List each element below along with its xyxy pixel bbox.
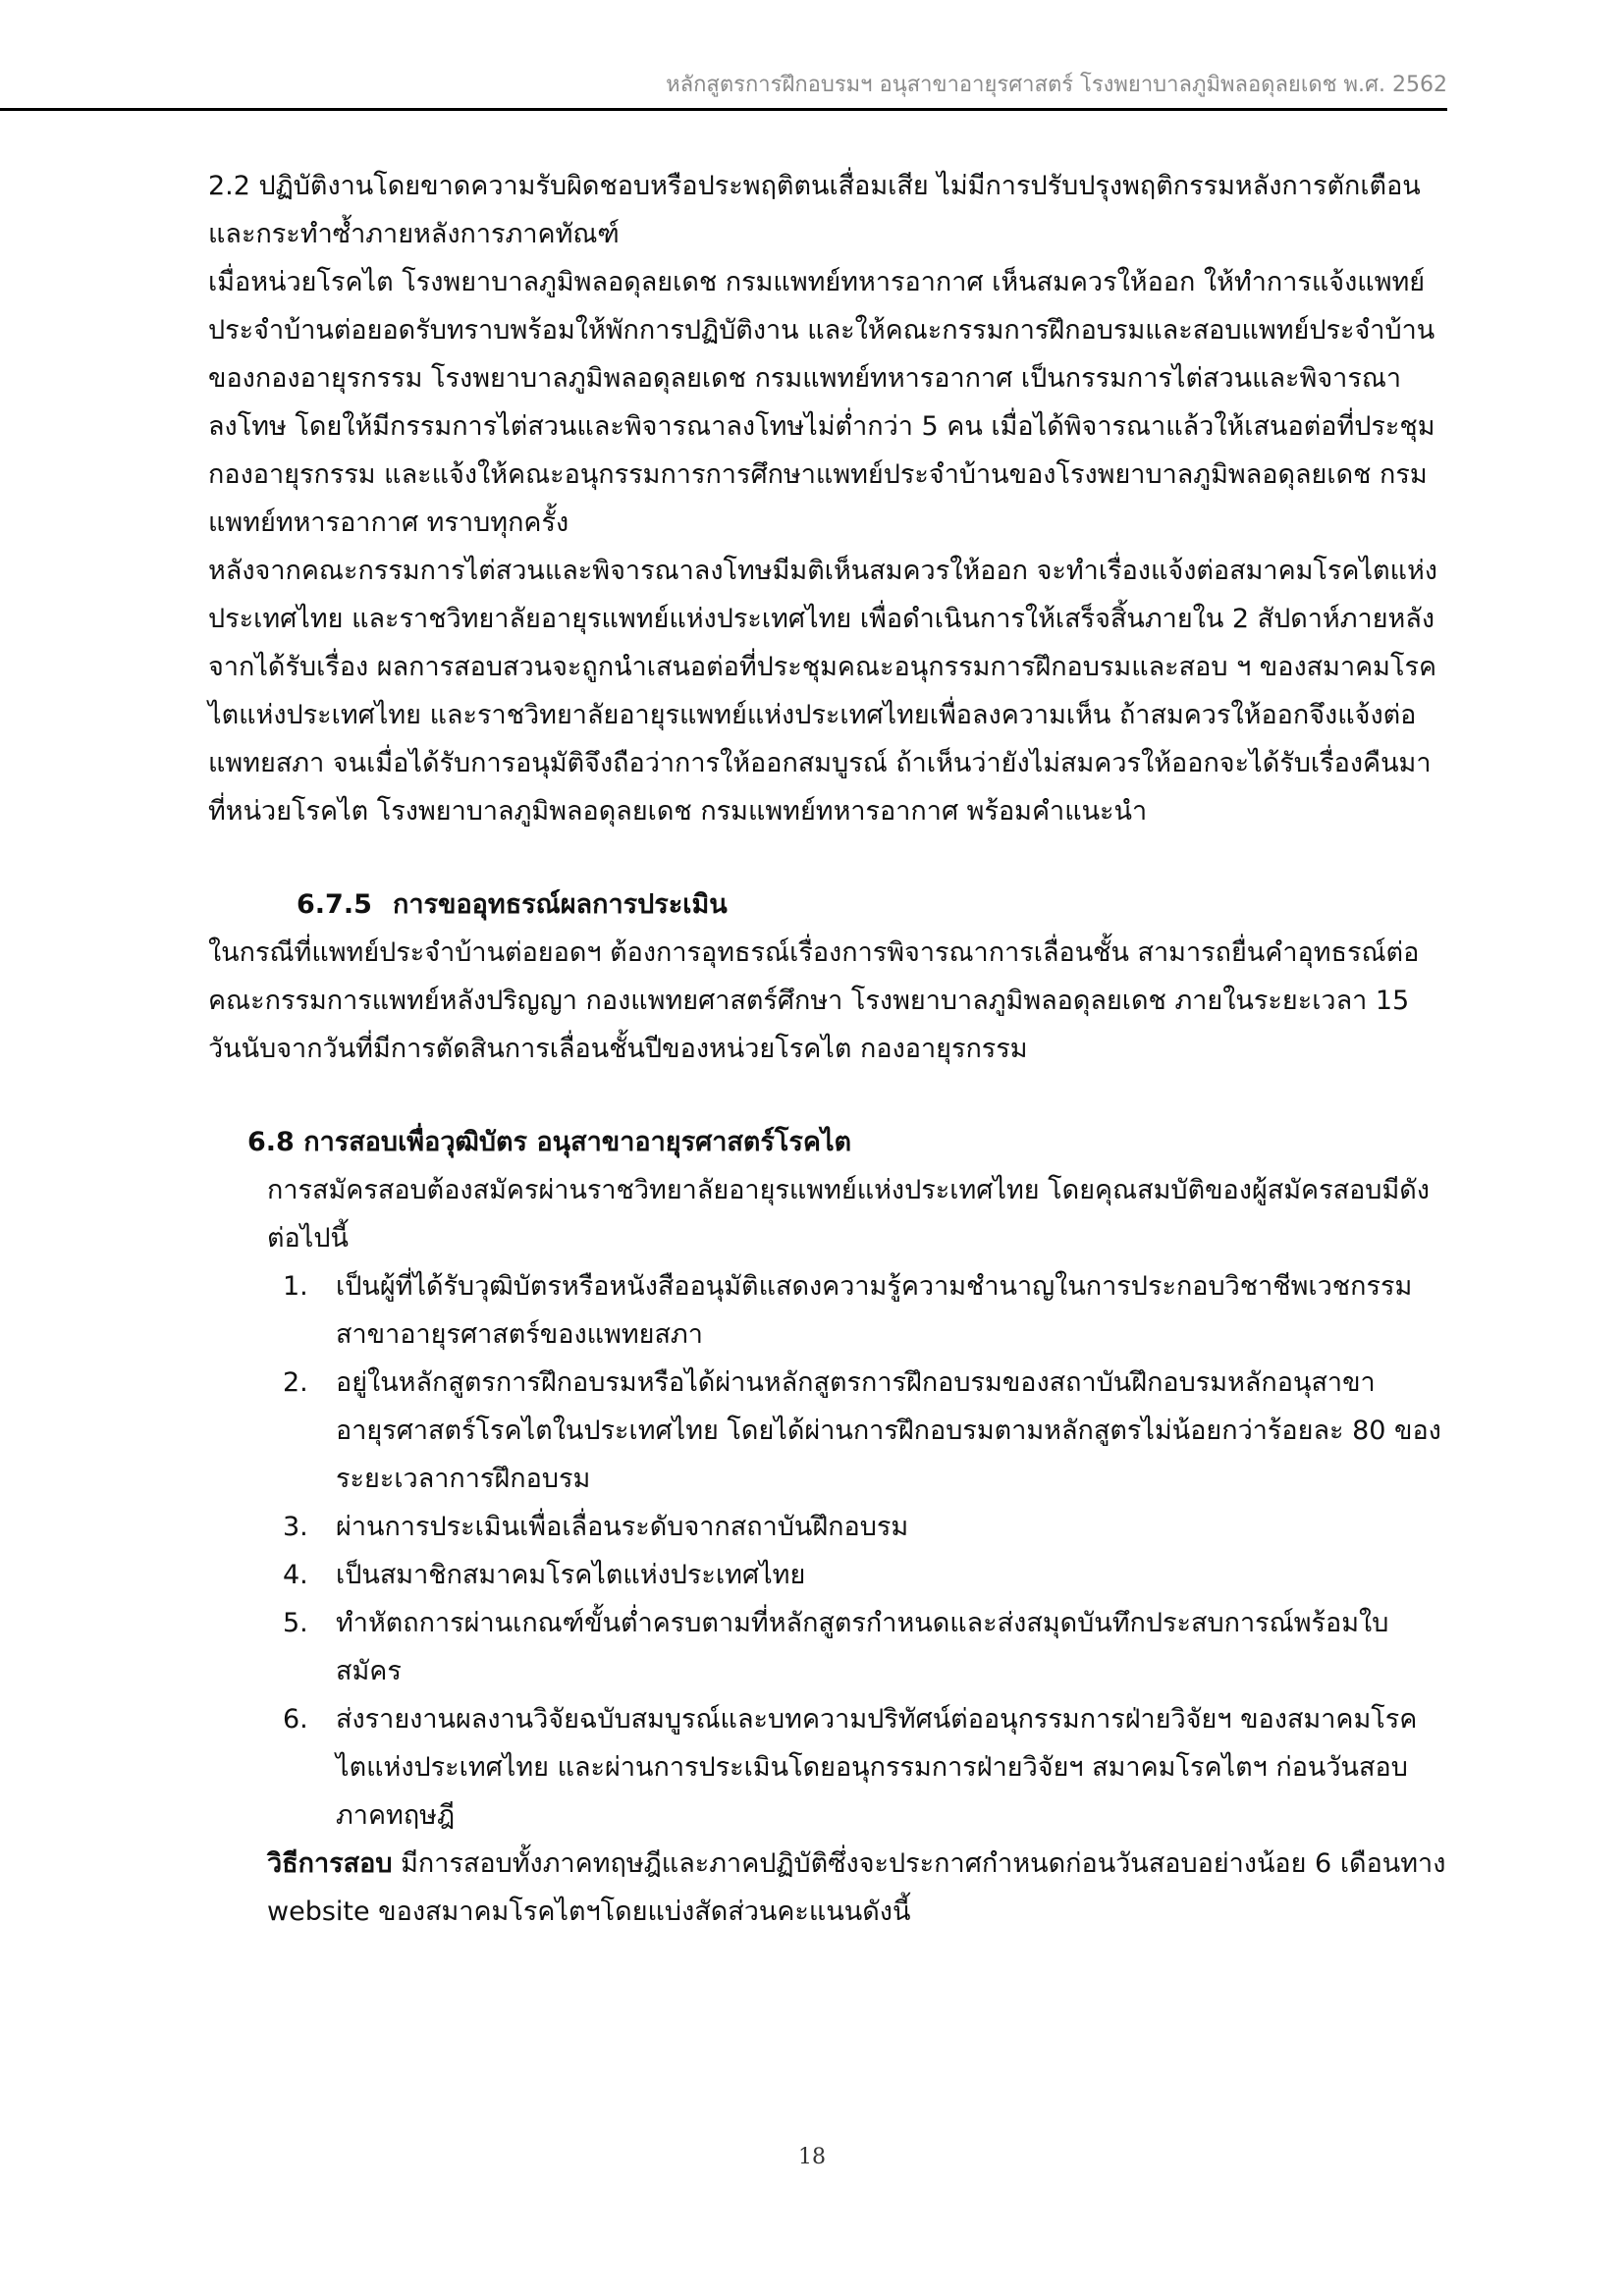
paragraph-dismissal: เมื่อหน่วยโรคไต โรงพยาบาลภูมิพลอดุลยเดช กรมแพทย์ทหารอากาศ เห็นสมควรให้ออก ให้ทำการแจ้งแพทย์ประจำบ้านต่อยอดรับทราบพร้อมให้พักการปฏิบัติงาน และให้คณะกรรมการฝึกอบรมและสอบแพทย์ประจำบ้านของกองอายุรกรรม โรงพยาบาลภูมิพลอดุลยเดช กรมแพทย์ทหารอากาศ เป็นกรรมการไต่สวนและพิจารณาลงโทษ โดยให้มีกรรมการไต่สวนและพิจารณาลงโทษไม่ต่ำกว่า 5 คน เมื่อได้พิจารณาแล้วให้เสนอต่อที่ประชุมกองอายุรกรรม และแจ้งให้คณะอนุกรรมการการศึกษาแพทย์ประจำบ้านของโรงพยาบาลภูมิพลอดุลยเดช กรมแพทย์ทหารอากาศ ทราบทุกครั้ง	[208, 267, 1435, 538]
list-item-text: อยู่ในหลักสูตรการฝึกอบรมหรือได้ผ่านหลักสูตรการฝึกอบรมของสถาบันฝึกอบรมหลักอนุสาขาอายุรศาสตร์โรคไตในประเทศไทย โดยได้ผ่านการฝึกอบรมตามหลักสูตรไม่น้อยกว่าร้อยละ 80 ของระยะเวลาการฝึกอบรม	[336, 1367, 1441, 1494]
paragraph-2-2: 2.2 ปฏิบัติงานโดยขาดความรับผิดชอบหรือประพฤติตนเสื่อมเสีย ไม่มีการปรับปรุงพฤติกรรมหลังการตักเตือน และกระทำซ้ำภายหลังการภาคทัณฑ์	[208, 171, 1421, 249]
paragraph-appeal: ในกรณีที่แพทย์ประจำบ้านต่อยอดฯ ต้องการอุทธรณ์เรื่องการพิจารณาการเลื่อนชั้น สามารถยื่นคำอุทธรณ์ต่อคณะกรรมการแพทย์หลังปริญญา กองแพทยศาสตร์ศึกษา โรงพยาบาลภูมิพลอดุลยเดช ภายในระยะเวลา 15 วันนับจากวันที่มีการตัดสินการเลื่อนชั้นปีของหน่วยโรคไต กองอายุรกรรม	[208, 937, 1420, 1064]
subsection-heading-6-7-5	[179, 881, 1447, 929]
list-item	[283, 1359, 1447, 1503]
running-header: หลักสูตรการฝึกอบรมฯ อนุสาขาอายุรศาสตร์ โรงพยาบาลภูมิพลอดุลยเดช พ.ศ. 2562	[666, 73, 1447, 97]
exam-method-label: วิธีการสอบ	[267, 1848, 393, 1879]
subsection-title: การขออุทธรณ์ผลการประเมิน	[393, 889, 728, 920]
list-item	[283, 1503, 1447, 1551]
list-item-number: 2.	[283, 1367, 308, 1398]
subsection-number: 6.7.5	[297, 889, 372, 920]
list-item	[283, 1262, 1447, 1359]
requirements-list	[179, 1262, 1447, 1840]
list-item-number: 6.	[283, 1704, 308, 1735]
list-item-text: เป็นผู้ที่ได้รับวุฒิบัตรหรือหนังสืออนุมัติแสดงความรู้ความชำนาญในการประกอบวิชาชีพเวชกรรมสาขาอายุรศาสตร์ของแพทยสภา	[336, 1271, 1413, 1350]
page-body	[179, 162, 1447, 1936]
header-divider	[0, 108, 1447, 111]
list-item-text: ทำหัตถการผ่านเกณฑ์ขั้นต่ำครบตามที่หลักสูตรกำหนดและส่งสมุดบันทึกประสบการณ์พร้อมใบสมัคร	[336, 1608, 1389, 1686]
paragraph-application: การสมัครสอบต้องสมัครผ่านราชวิทยาลัยอายุรแพทย์แห่งประเทศไทย โดยคุณสมบัติของผู้สมัครสอบมีดังต่อไปนี้	[267, 1175, 1430, 1254]
list-item-text: ส่งรายงานผลงานวิจัยฉบับสมบูรณ์และบทความปริทัศน์ต่ออนุกรรมการฝ่ายวิจัยฯ ของสมาคมโรคไตแห่งประเทศไทย และผ่านการประเมินโดยอนุกรรมการฝ่ายวิจัยฯ สมาคมโรคไตฯ ก่อนวันสอบภาคทฤษฎี	[336, 1704, 1418, 1831]
list-item	[283, 1695, 1447, 1840]
list-item-number: 4.	[283, 1560, 308, 1590]
list-item-text: ผ่านการประเมินเพื่อเลื่อนระดับจากสถาบันฝึกอบรม	[336, 1512, 909, 1542]
page-number: 18	[798, 2145, 826, 2169]
exam-method-text: มีการสอบทั้งภาคทฤษฎีและภาคปฏิบัติซึ่งจะประกาศกำหนดก่อนวันสอบอย่างน้อย 6 เดือนทาง website ของสมาคมโรคไตฯโดยแบ่งสัดส่วนคะแนนดังนี้	[267, 1848, 1446, 1927]
list-item	[283, 1551, 1447, 1599]
list-item-number: 1.	[283, 1271, 308, 1302]
list-item-text: เป็นสมาชิกสมาคมโรคไตแห่งประเทศไทย	[336, 1560, 806, 1590]
section-heading-6-8: 6.8 การสอบเพื่อวุฒิบัตร อนุสาขาอายุรศาสตร์โรคไต	[247, 1127, 852, 1157]
paragraph-exam-method	[179, 1840, 1447, 1936]
list-item-number: 3.	[283, 1512, 308, 1542]
paragraph-after-inquiry: หลังจากคณะกรรมการไต่สวนและพิจารณาลงโทษมีมติเห็นสมควรให้ออก จะทำเรื่องแจ้งต่อสมาคมโรคไตแห่งประเทศไทย และราชวิทยาลัยอายุรแพทย์แห่งประเทศไทย เพื่อดำเนินการให้เสร็จสิ้นภายใน 2 สัปดาห์ภายหลังจากได้รับเรื่อง ผลการสอบสวนจะถูกนำเสนอต่อที่ประชุมคณะอนุกรรมการฝึกอบรมและสอบ ฯ ของสมาคมโรคไตแห่งประเทศไทย และราชวิทยาลัยอายุรแพทย์แห่งประเทศไทยเพื่อลงความเห็น ถ้าสมควรให้ออกจึงแจ้งต่อแพทยสภา จนเมื่อได้รับการอนุมัติจึงถือว่าการให้ออกสมบูรณ์ ถ้าเห็นว่ายังไม่สมควรให้ออกจะได้รับเรื่องคืนมาที่หน่วยโรคไต โรงพยาบาลภูมิพลอดุลยเดช กรมแพทย์ทหารอากาศ พร้อมคำแนะนำ	[208, 556, 1437, 827]
list-item-number: 5.	[283, 1608, 308, 1638]
list-item	[283, 1599, 1447, 1695]
